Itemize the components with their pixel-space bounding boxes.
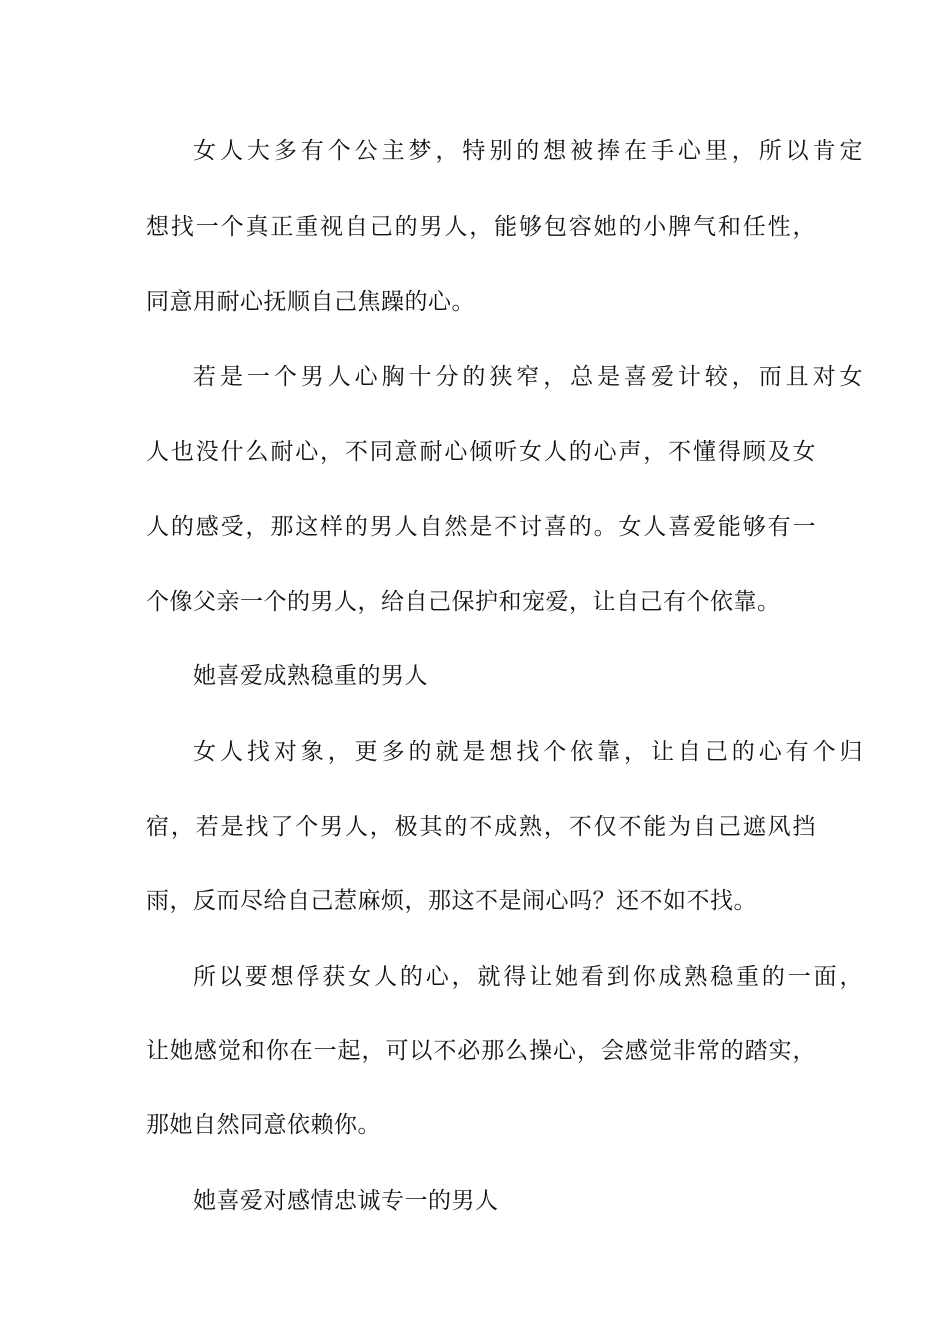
paragraph-2-line-3: 人的感受，那这样的男人自然是不讨喜的。女人喜爱能够有一 [146, 514, 816, 540]
paragraph-1-line-2: 想找一个真正重视自己的男人，能够包容她的小脾气和任性， [146, 214, 816, 240]
paragraph-1-line-3: 同意用耐心抚顺自己焦躁的心。 [146, 289, 475, 315]
paragraph-3-line-2: 宿，若是找了个男人，极其的不成熟，不仅不能为自己遮风挡 [146, 814, 816, 840]
section-heading-1: 她喜爱成熟稳重的男人 [193, 663, 428, 689]
section-heading-2: 她喜爱对感情忠诚专一的男人 [193, 1188, 499, 1214]
paragraph-2-line-4: 个像父亲一个的男人，给自己保护和宠爱，让自己有个依靠。 [146, 589, 781, 615]
paragraph-4-line-3: 那她自然同意依赖你。 [146, 1112, 381, 1138]
paragraph-1-line-1: 女人大多有个公主梦，特别的想被捧在手心里，所以肯定 [193, 138, 863, 164]
paragraph-4-line-2: 让她感觉和你在一起，可以不必那么操心，会感觉非常的踏实， [146, 1038, 816, 1064]
paragraph-3-line-1: 女人找对象，更多的就是想找个依靠，让自己的心有个归 [193, 739, 863, 765]
paragraph-4-line-1: 所以要想俘获女人的心，就得让她看到你成熟稳重的一面， [193, 964, 863, 990]
paragraph-2-line-2: 人也没什么耐心，不同意耐心倾听女人的心声，不懂得顾及女 [146, 439, 816, 465]
paragraph-2-line-1: 若是一个男人心胸十分的狭窄，总是喜爱计较，而且对女 [193, 364, 863, 390]
paragraph-3-line-3: 雨，反而尽给自己惹麻烦，那这不是闹心吗？还不如不找。 [146, 888, 757, 914]
